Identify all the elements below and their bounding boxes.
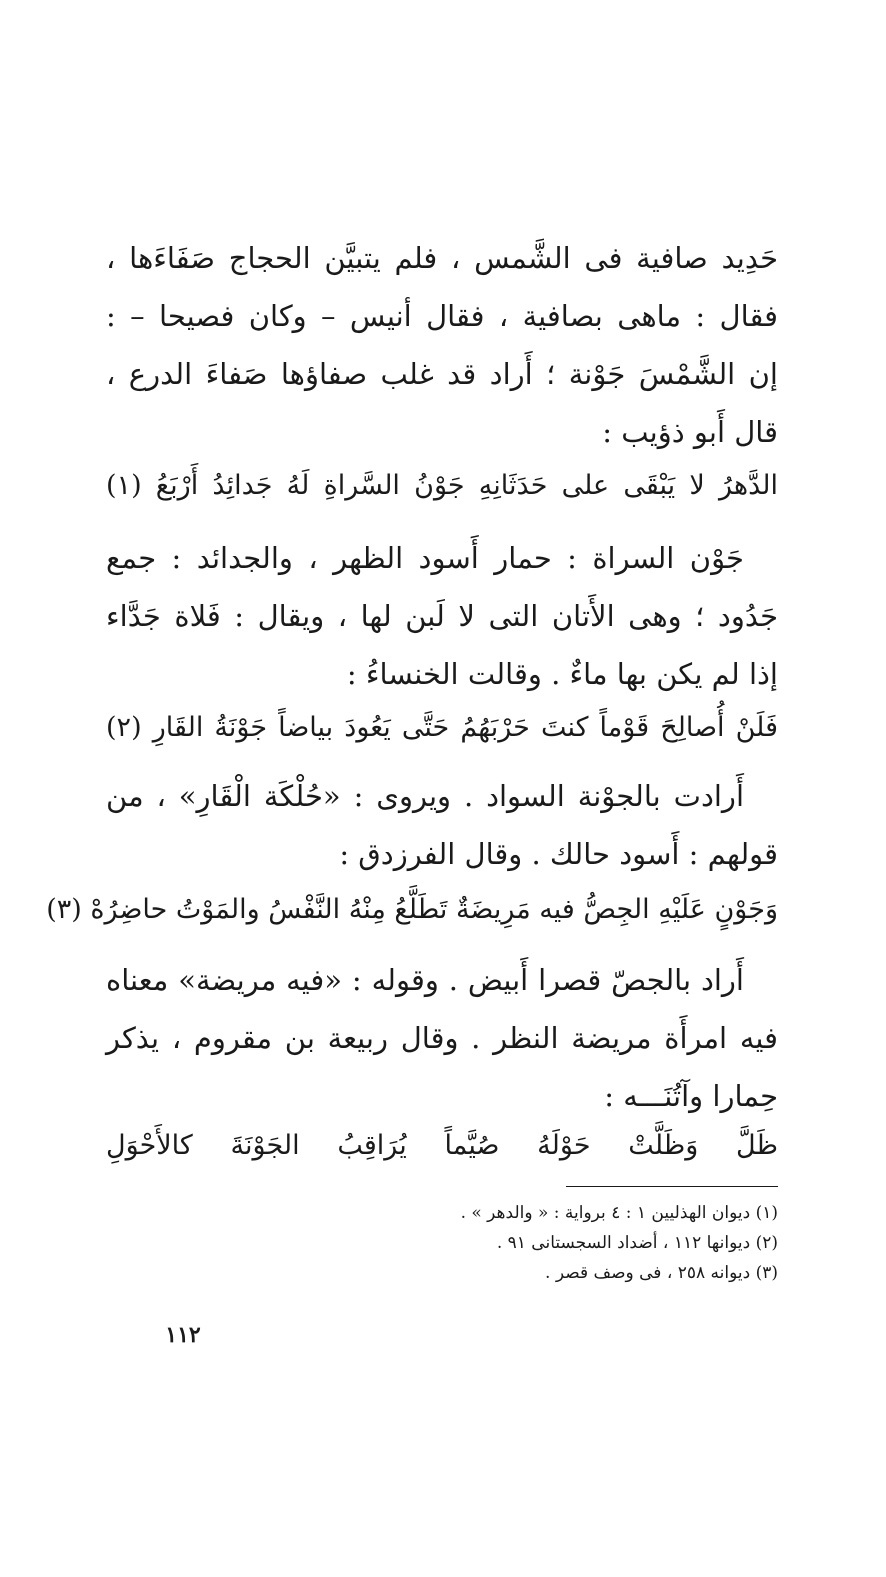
footnote: (٣) ديوانه ٢٥٨ ، فى وصف قصر . [545, 1263, 778, 1283]
verse-line: الدَّهرُ لا يَبْقَى على حَدَثَانِهِ جَوْنُ السَّراةِ لَهُ جَدائِدُ أَرْبَعُ (١) [106, 470, 778, 501]
page-number: ١١٢ [165, 1322, 201, 1348]
footnote: (٢) ديوانها ١١٢ ، أضداد السجستانى ٩١ . [496, 1233, 778, 1253]
body-line: جَوْن السراة : حمار أَسود الظهر ، والجدائد : جمع [106, 541, 744, 575]
verse-line: وَجَوْنٍ عَلَيْهِ الجِصُّ فيه مَرِيضَةٌ تَطَلَّعُ مِنْهُ النَّفْسُ والمَوْتُ حاضِرُهْ (٣) [46, 894, 778, 925]
body-line: أَرادت بالجوْنة السواد . ويروى : «حُلْكَة الْقَارِ» ، من [106, 779, 744, 813]
body-line: قال أَبو ذؤيب : [602, 415, 778, 449]
body-line: قولهم : أَسود حالك . وقال الفرزدق : [339, 837, 778, 871]
body-line: فيه امرأَة مريضة النظر . وقال ربيعة بن مقروم ، يذكر [106, 1021, 778, 1055]
page-number-container [0, 1322, 886, 1348]
body-line: حَدِيد صافية فى الشَّمس ، فلم يتبيَّن الحجاج صَفَاءَها ، [106, 241, 778, 275]
body-line: أَراد بالجصّ قصرا أَبيض . وقوله : «فيه مريضة» معناه [106, 963, 744, 997]
body-line: حِمارا وآتُنَـــه : [604, 1079, 778, 1113]
body-line: إن الشَّمْسَ جَوْنة ؛ أَراد قد غلب صفاؤها صَفاءَ الدرع ، [106, 357, 778, 391]
body-line: فقال : ماهى بصافية ، فقال أنيس – وكان فصيحا – : [106, 299, 779, 333]
body-line: جَدُود ؛ وهى الأَتان التى لا لَبن لها ، ويقال : فَلاة جَدَّاء [106, 599, 778, 633]
footnote: (١) ديوان الهذليين ١ : ٤ برواية : « والدهر » . [460, 1203, 778, 1223]
body-line: إذا لم يكن بها ماءٌ . وقالت الخنساءُ : [346, 657, 778, 691]
footnote-rule [566, 1186, 778, 1187]
verse-line: ظَلَّ وَظَلَّتْ حَوْلَهُ صُيَّماً يُرَاقِبُ الجَوْنَةَ كالأَحْوَلِ [106, 1130, 778, 1161]
verse-line: فَلَنْ أُصالِحَ قَوْماً كنتَ حَرْبَهُمُ حَتَّى يَعُودَ بياضاً جَوْنَةُ القَارِ (٢) [106, 712, 778, 743]
